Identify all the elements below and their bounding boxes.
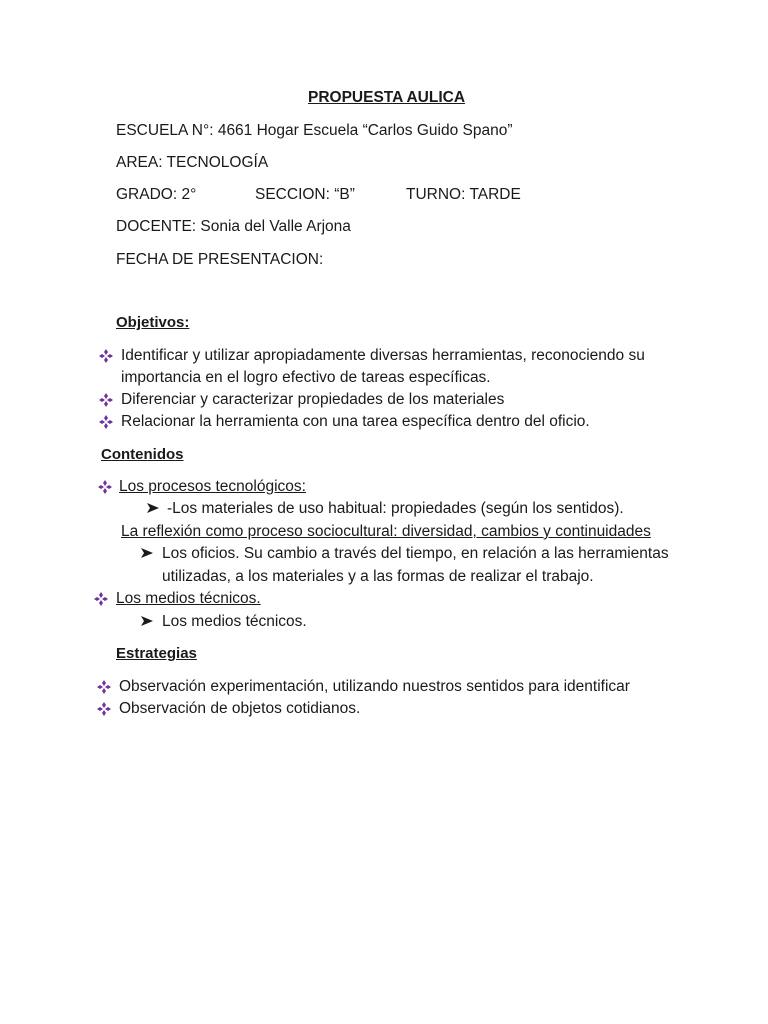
turno-line: TURNO: TARDE [406,186,521,203]
contenido-subitem-continuation: utilizadas, a los materiales y a las formas de realizar el trabajo. [162,568,594,585]
arrow-bullet-icon [146,502,160,514]
contenido-subitem: Los oficios. Su cambio a través del tiempo, en relación a las herramientas [162,545,669,562]
grado-line: GRADO: 2° [116,186,197,203]
objetivo-item: Diferenciar y caracterizar propiedades de los materiales [121,391,505,408]
docente-line: DOCENTE: Sonia del Valle Arjona [116,218,351,235]
estrategia-item: Observación de objetos cotidianos. [119,700,361,717]
page-title: PROPUESTA AULICA [308,89,466,106]
seccion-line: SECCION: “B” [255,186,355,203]
escuela-line: ESCUELA N°: 4661 Hogar Escuela “Carlos Guido Spano” [116,122,513,139]
diamond-bullet-icon [94,592,108,606]
diamond-bullet-icon [97,702,111,716]
area-line: AREA: TECNOLOGÍA [116,154,269,171]
arrow-bullet-icon [140,547,154,559]
arrow-bullet-icon [140,615,154,627]
objetivos-heading: Objetivos: [116,314,190,331]
estrategias-heading: Estrategias [116,645,197,662]
contenido-subitem: Los medios técnicos. [162,613,307,630]
fecha-line: FECHA DE PRESENTACION: [116,251,324,268]
objetivo-item: Identificar y utilizar apropiadamente diversas herramientas, reconociendo su [121,347,645,364]
estrategia-item: Observación experimentación, utilizando nuestros sentidos para identificar [119,678,630,695]
contenido-item-medios: Los medios técnicos. [116,590,261,607]
diamond-bullet-icon [99,415,113,429]
diamond-bullet-icon [98,480,112,494]
contenidos-heading: Contenidos [101,446,184,463]
diamond-bullet-icon [99,349,113,363]
objetivo-item: Relacionar la herramienta con una tarea específica dentro del oficio. [121,413,590,430]
contenido-item-procesos: Los procesos tecnológicos: [119,478,306,495]
contenido-reflexion: La reflexión como proceso sociocultural: diversidad, cambios y continuidades [121,523,651,540]
objetivo-item-continuation: importancia en el logro efectivo de tareas específicas. [121,369,491,386]
contenido-subitem: -Los materiales de uso habitual: propiedades (según los sentidos). [167,500,624,517]
diamond-bullet-icon [99,393,113,407]
diamond-bullet-icon [97,680,111,694]
